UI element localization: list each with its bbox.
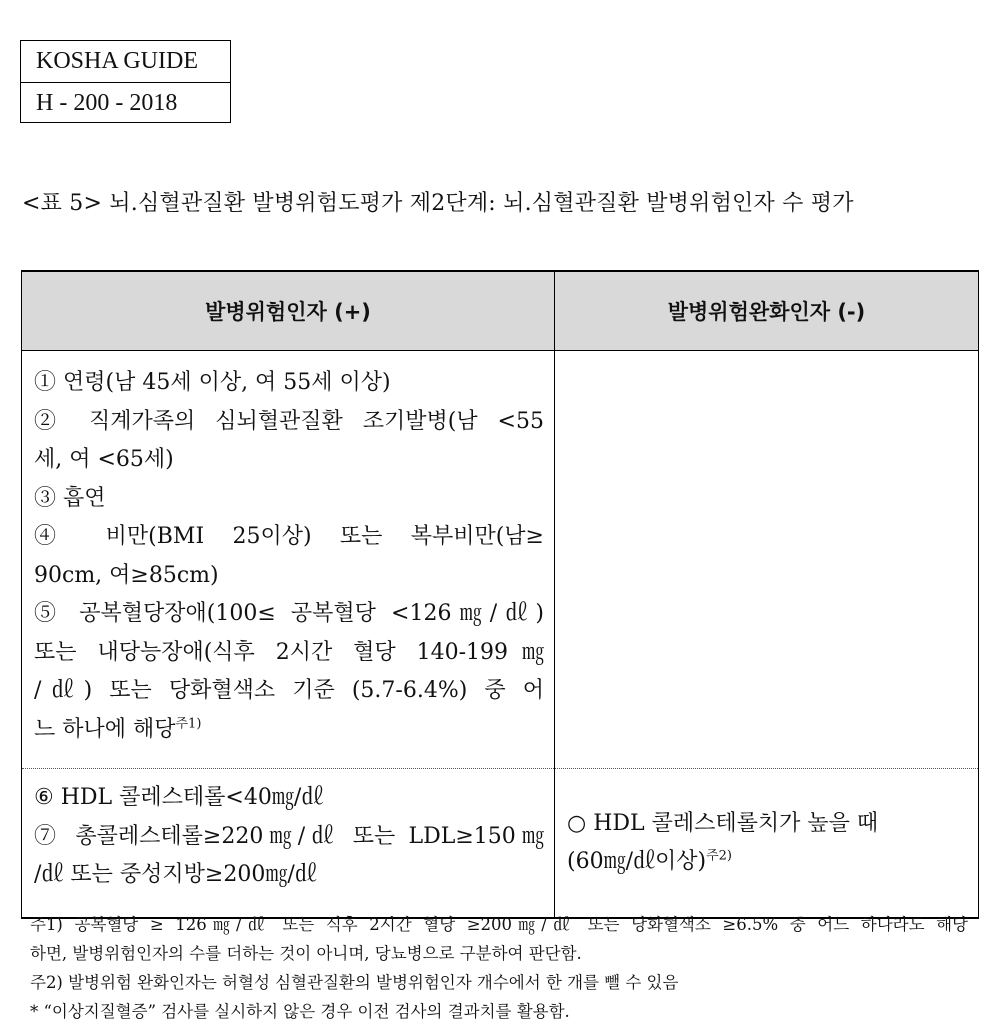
risk-factor-table xyxy=(21,270,979,919)
risk-factor-obesity-cont: 90cm, 여≥85cm) xyxy=(34,562,219,588)
risk-factor-cholesterol: ⑦ 총콜레스테롤≥220㎎/㎗ 또는 LDL≥150㎎ xyxy=(34,823,544,849)
footnote-1-cont: 하면, 발병위험인자의 수를 더하는 것이 아니며, 당뇨병으로 구분하여 판단함. xyxy=(30,944,582,963)
footnote-2: 주2) 발병위험 완화인자는 허혈성 심혈관질환의 발병위험인자 개수에서 한 개를 뺄 수 있음 xyxy=(30,973,679,992)
risk-factor-glucose-cont2: /㎗) 또는 당화혈색소 기준 (5.7-6.4%) 중 어 xyxy=(34,678,544,703)
footnotes xyxy=(30,910,975,1026)
table-header-row xyxy=(22,271,979,351)
table-row xyxy=(22,769,979,919)
risk-factor-obesity: ④ 비만(BMI 25이상) 또는 복부비만(남≥ xyxy=(34,524,544,549)
risk-factor-hdl: ⑥ HDL 콜레스테롤<40㎎/㎗ xyxy=(34,785,324,810)
mitigating-factor-hdl: ○ HDL 콜레스테롤치가 높을 때 xyxy=(567,810,879,836)
footnote-ref-1: 주1) xyxy=(175,716,202,732)
guide-header-box xyxy=(20,40,231,123)
lipid-factors-cell xyxy=(22,769,555,919)
risk-factors-cell xyxy=(22,351,555,769)
footnote-3: * “이상지질혈증” 검사를 실시하지 않은 경우 이전 검사의 결과치를 활용함. xyxy=(30,1002,570,1021)
guide-name: KOSHA GUIDE xyxy=(36,48,198,74)
risk-factor-glucose-text: 느 하나에 해당 xyxy=(34,716,176,742)
risk-factor-glucose-cont1: 또는 내당능장애(식후 2시간 혈당 140-199㎎ xyxy=(34,639,544,665)
table-row xyxy=(22,351,979,769)
mitigating-factor-hdl-cont xyxy=(567,843,968,882)
column-header-risk: 발병위험인자 (+) xyxy=(22,271,555,351)
guide-code: H - 200 - 2018 xyxy=(21,82,230,124)
risk-factor-glucose-cont3 xyxy=(34,711,544,750)
risk-factor-smoking: ③ 흡연 xyxy=(34,485,106,511)
footnote-1: 주1) 공복혈당 ≥ 126㎎/㎗ 또는 식후 2시간 혈당 ≥200㎎/㎗ 또는 당화혈색소 ≥6.5% 중 어느 하나라도 해당 xyxy=(30,915,968,934)
mitigating-factor-hdl-value: (60㎎/㎗이상) xyxy=(567,849,707,874)
mitigating-empty-cell xyxy=(555,351,979,769)
table-title: <표 5> 뇌.심혈관질환 발병위험도평가 제2단계: 뇌.심혈관질환 발병위험인자 수 평가 xyxy=(22,191,854,216)
column-header-mitigating: 발병위험완화인자 (-) xyxy=(555,271,979,351)
risk-factor-glucose: ⑤ 공복혈당장애(100≤ 공복혈당 <126㎎/㎗) xyxy=(34,601,544,626)
risk-factor-cholesterol-cont: /㎗ 또는 중성지방≥200㎎/㎗ xyxy=(34,862,317,887)
risk-factor-family-history-cont: 세, 여 <65세) xyxy=(34,447,174,472)
footnote-ref-2: 주2) xyxy=(706,848,732,864)
mitigating-factors-cell xyxy=(555,769,979,919)
risk-factor-age: ① 연령(남 45세 이상, 여 55세 이상) xyxy=(34,370,391,395)
risk-factor-family-history: ② 직계가족의 심뇌혈관질환 조기발병(남 <55 xyxy=(34,408,544,434)
